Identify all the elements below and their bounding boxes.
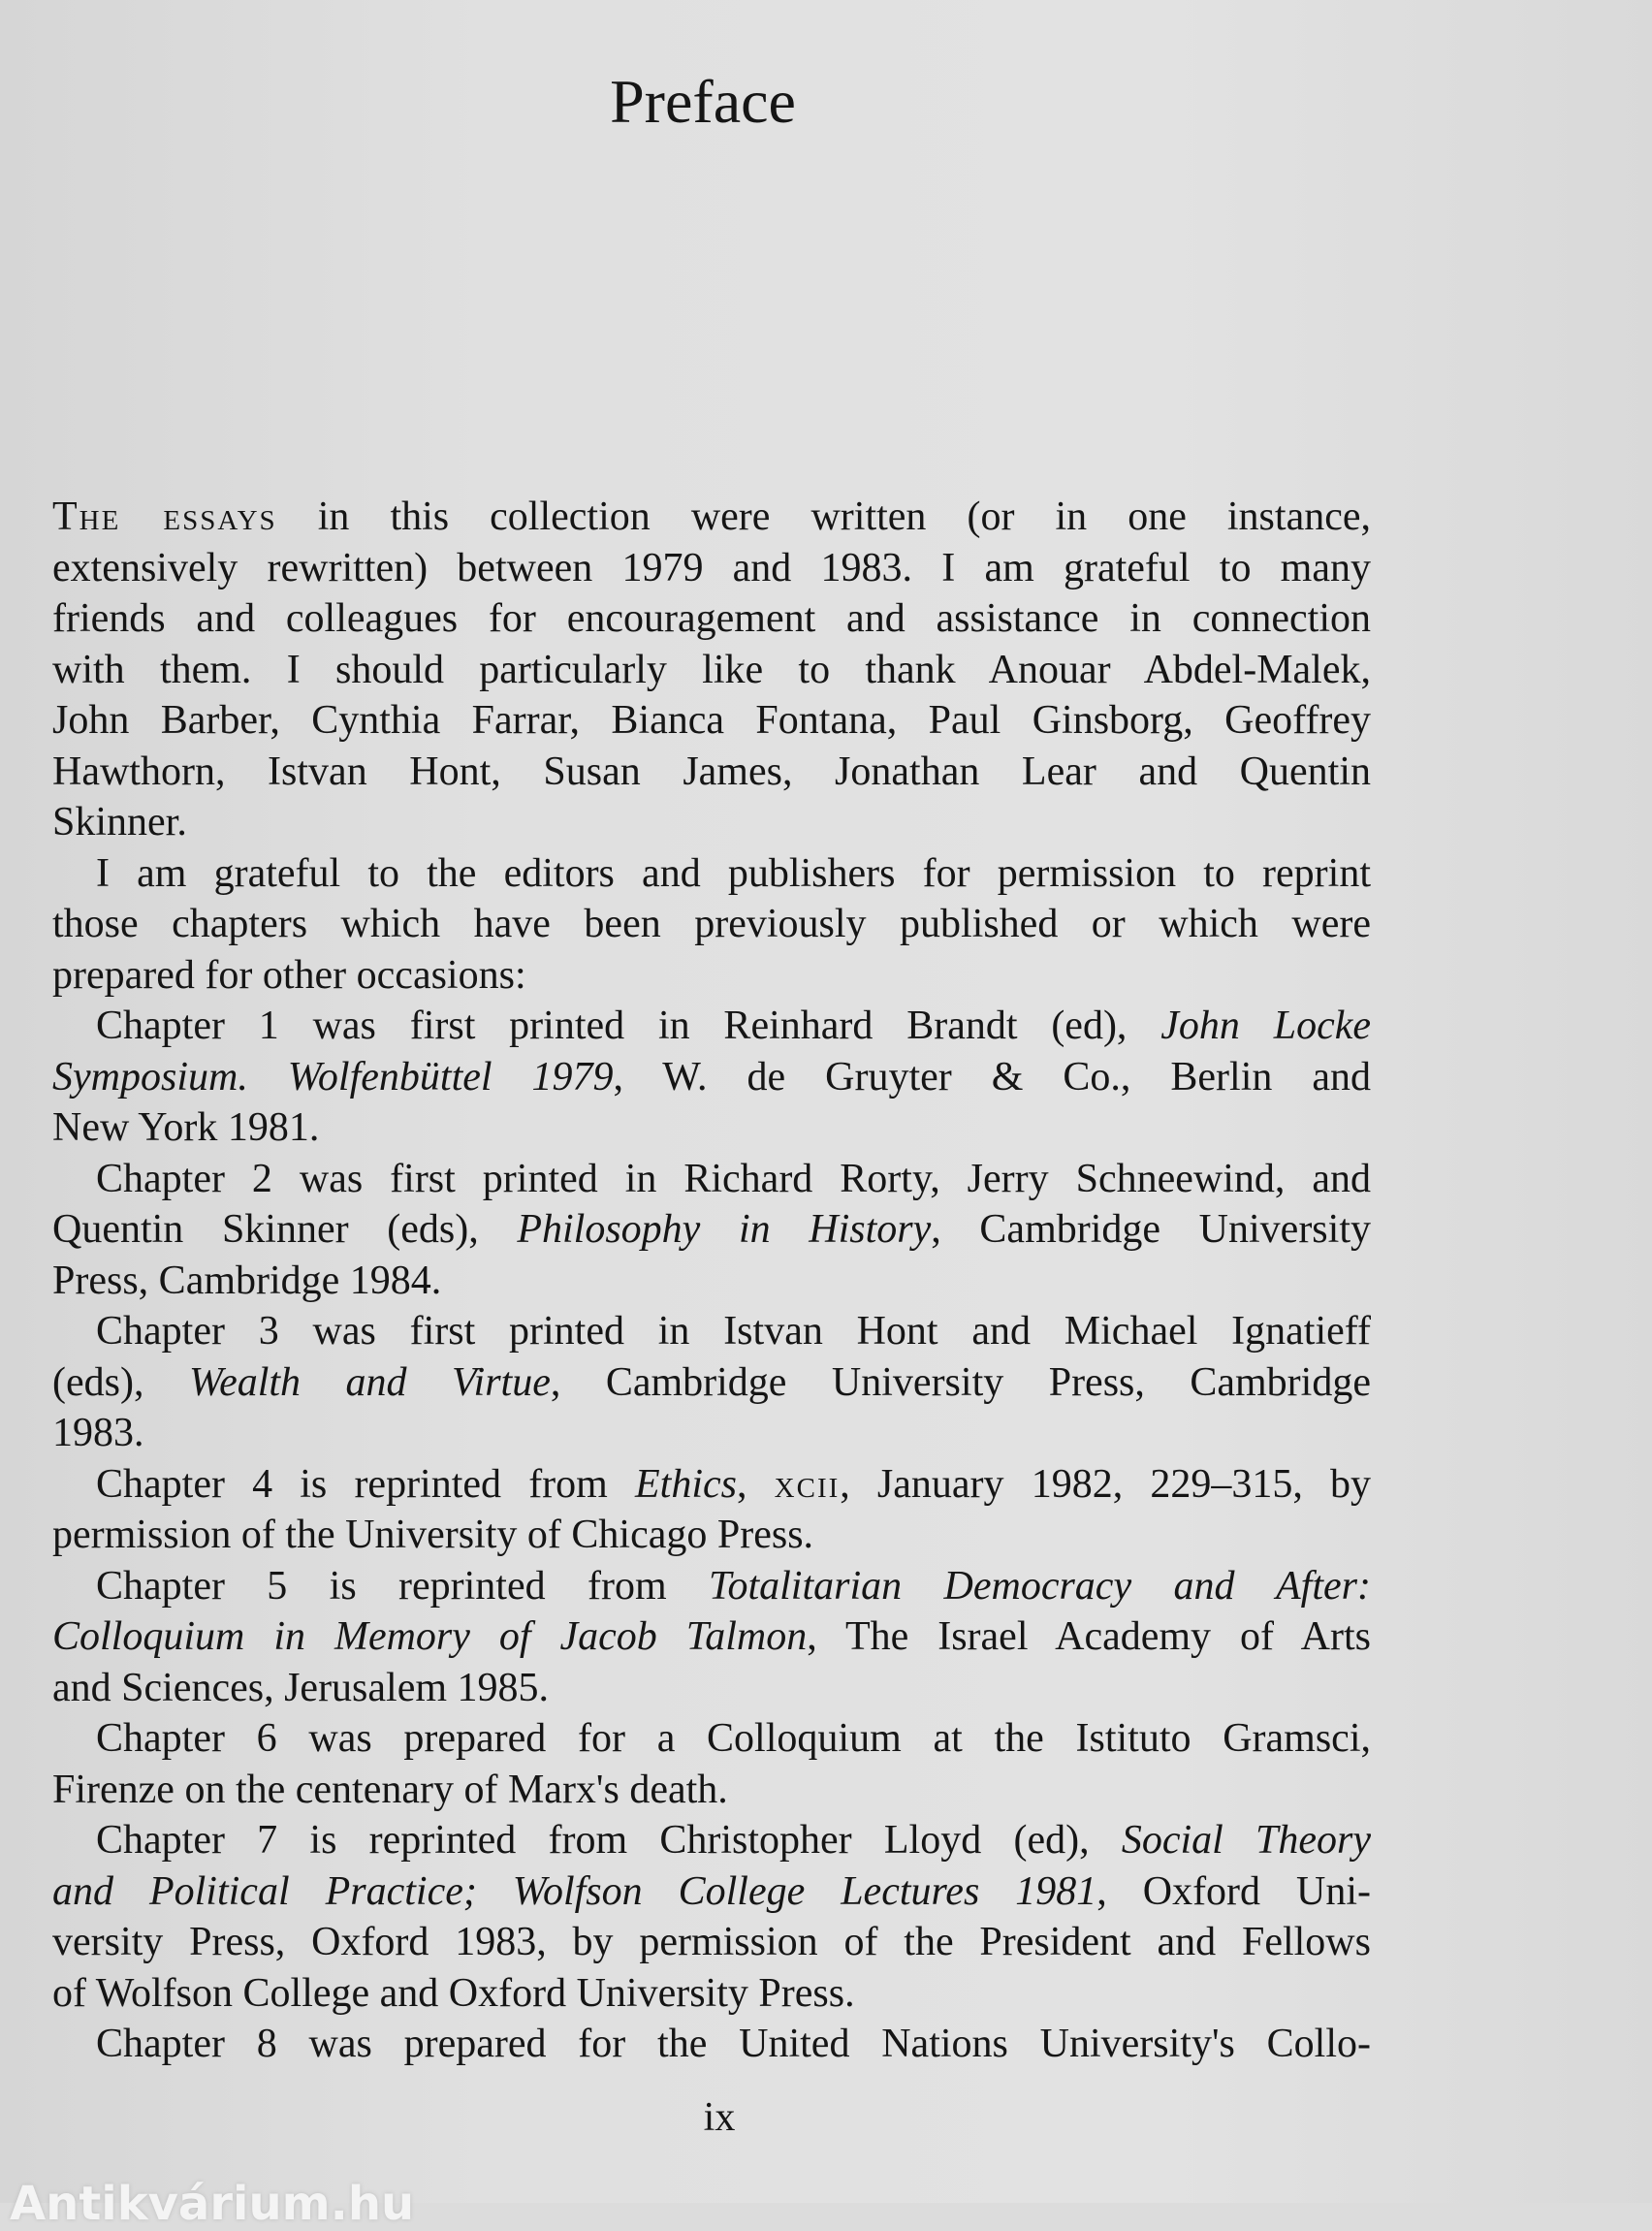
text-run: of Wolfson College and Oxford University Press. — [52, 1970, 855, 2016]
text-run: with them. I should particularly like to thank Anouar Abdel-Malek, — [52, 647, 1371, 692]
text-run: Chapter 3 was first printed in Istvan Hont and Michael Ignatieff — [96, 1309, 1371, 1354]
text-run: those chapters which have been previously published or which were — [52, 902, 1371, 946]
small-caps-text: The essays — [52, 494, 277, 539]
text-run: Chapter 5 is reprinted from — [96, 1563, 709, 1609]
text-line — [52, 1102, 1371, 1154]
text-line — [52, 797, 1371, 848]
text-line — [52, 1866, 1371, 1918]
text-run: (eds), — [52, 1359, 189, 1405]
text-run: in this collection were written (or in one instance, — [276, 494, 1371, 539]
italic-title: Colloquium in Memory of Jacob Talmon — [52, 1614, 808, 1659]
text-run: Chapter 4 is reprinted from — [96, 1461, 635, 1507]
text-run: Skinner. — [52, 800, 187, 845]
text-run: and Sciences, Jerusalem 1985. — [52, 1665, 550, 1710]
text-run: Quentin Skinner (eds), — [52, 1207, 518, 1252]
text-run: , Cambridge University Press, Cambridge — [550, 1359, 1371, 1405]
text-run: New York 1981. — [52, 1105, 320, 1150]
text-run: , — [736, 1461, 775, 1507]
text-run: Chapter 8 was prepared for the United Nations University's Collo- — [96, 2022, 1371, 2066]
text-line — [52, 1611, 1371, 1663]
italic-title: Totalitarian Democracy and After: — [708, 1563, 1371, 1609]
text-line — [52, 848, 1371, 900]
text-line — [52, 2019, 1371, 2070]
small-caps-text: xcii — [774, 1461, 841, 1507]
text-run: prepared for other occasions: — [52, 952, 526, 998]
text-run: John Barber, Cynthia Farrar, Bianca Fontana, Paul Ginsborg, Geoffrey — [52, 698, 1371, 743]
text-line — [52, 1357, 1371, 1409]
text-run: Hawthorn, Istvan Hont, Susan James, Jonathan Lear and Quentin — [52, 749, 1371, 794]
italic-title: Social Theory — [1121, 1818, 1372, 1863]
text-line — [52, 1561, 1371, 1612]
text-run: Chapter 2 was first printed in Richard Rorty, Jerry Schneewind, and — [96, 1156, 1371, 1201]
text-line — [52, 1968, 1371, 2020]
text-line — [52, 1663, 1371, 1714]
italic-title: Philosophy in History — [517, 1207, 932, 1252]
text-line — [52, 593, 1371, 645]
text-line — [52, 695, 1371, 747]
text-run: 1983. — [52, 1411, 144, 1455]
text-line — [52, 1459, 1371, 1511]
text-line — [52, 645, 1371, 696]
text-run: versity Press, Oxford 1983, by permission of the President and Fellows — [52, 1920, 1371, 1964]
text-run: Chapter 6 was prepared for a Colloquium at the Istituto Gramsci, — [96, 1716, 1371, 1761]
text-run: , January 1982, 229–315, by — [840, 1461, 1372, 1507]
italic-title: and Political Practice; Wolfson College Lectures 1981 — [52, 1868, 1097, 1914]
text-line — [52, 1052, 1371, 1103]
text-line — [52, 1204, 1371, 1256]
text-line — [52, 1815, 1371, 1866]
text-line — [52, 1256, 1371, 1307]
text-run: Chapter 1 was first printed in Reinhard Brandt (ed), — [96, 1004, 1161, 1048]
italic-title: Wealth and Virtue — [188, 1359, 551, 1405]
italic-title: John Locke — [1160, 1004, 1371, 1048]
text-line — [52, 747, 1371, 798]
text-run: extensively rewritten) between 1979 and 1983. I am grateful to many — [52, 545, 1371, 590]
text-line — [52, 1713, 1371, 1765]
text-line — [52, 1917, 1371, 1968]
text-line — [52, 492, 1371, 543]
preface-body — [52, 492, 1371, 2070]
text-line — [52, 543, 1371, 594]
text-run: , The Israel Academy of Arts — [807, 1614, 1371, 1659]
text-run: Firenze on the centenary of Marx's death. — [52, 1767, 728, 1812]
page-title: Preface — [610, 67, 796, 136]
italic-title: Symposium. Wolfenbüttel 1979 — [52, 1054, 614, 1100]
text-line — [52, 1510, 1371, 1561]
text-line — [52, 950, 1371, 1002]
text-run: Press, Cambridge 1984. — [52, 1258, 442, 1303]
text-line — [52, 1001, 1371, 1052]
text-line — [52, 1408, 1371, 1459]
text-line — [52, 899, 1371, 950]
text-line — [52, 1306, 1371, 1357]
text-run: , Oxford Uni- — [1096, 1868, 1372, 1914]
text-run: permission of the University of Chicago Press. — [52, 1513, 814, 1557]
text-line — [52, 1154, 1371, 1205]
text-run: , W. de Gruyter & Co., Berlin and — [613, 1054, 1372, 1100]
italic-title: Ethics — [635, 1461, 737, 1507]
text-run: friends and colleagues for encouragement and assistance in connection — [52, 596, 1371, 641]
watermark: Antikvárium.hu — [10, 2177, 415, 2231]
text-run: Chapter 7 is reprinted from Christopher Lloyd (ed), — [96, 1818, 1122, 1863]
text-line — [52, 1765, 1371, 1816]
page-number: ix — [703, 2095, 736, 2140]
text-run: , Cambridge University — [931, 1207, 1371, 1252]
text-run: I am grateful to the editors and publishers for permission to reprint — [96, 850, 1371, 896]
